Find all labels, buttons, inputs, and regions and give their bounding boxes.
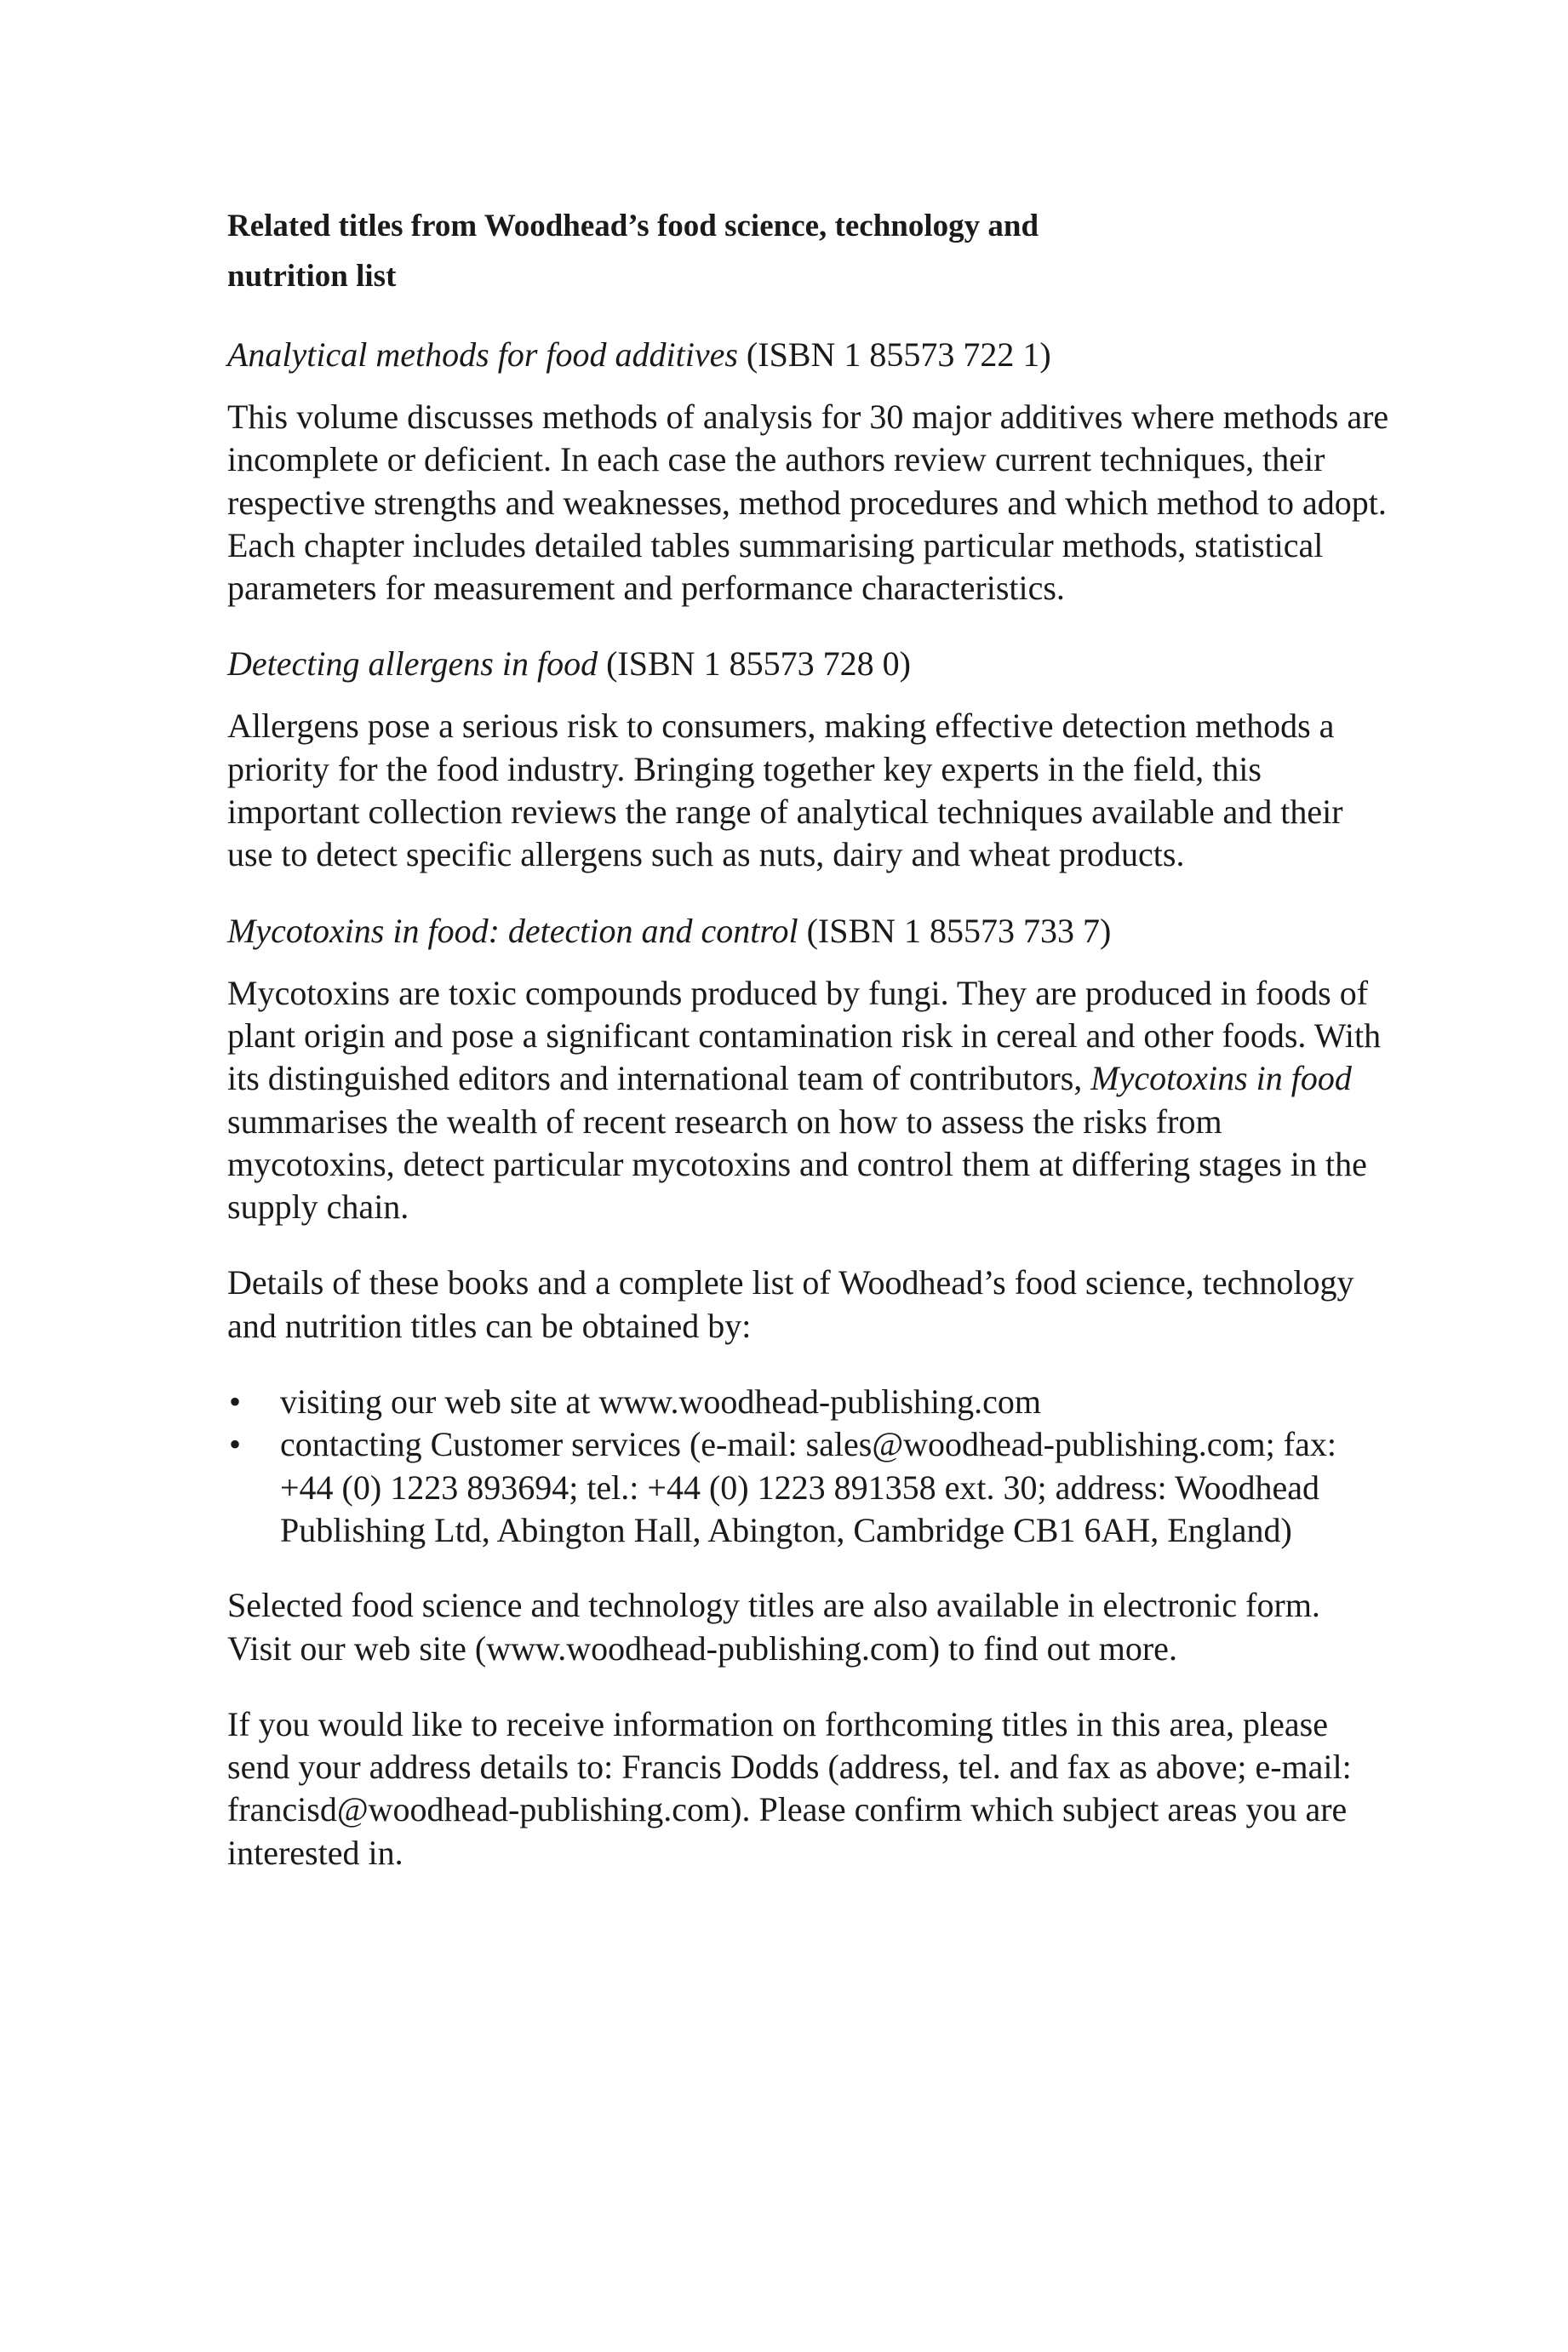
forthcoming-titles-note: If you would like to receive information on forthcoming titles in this area, please send your address details to: Francis Dodds (address, tel. and fax as above; e-mail: francisd@woodhead-publishing.com). Please confirm which subject areas you are interested in. (227, 1704, 1352, 1872)
list-item-text: visiting our web site at www.woodhead-publishing.com (280, 1382, 1041, 1422)
book-title: Analytical methods for food additives (227, 335, 738, 374)
list-item-text: contacting Customer services (e-mail: sales@woodhead-publishing.com; fax: +44 (0) 1223 893694; tel.: +44 (0) 1223 891358 ext. 30; address: Woodhead Publishing Ltd, Abington Hall, Abington, Cambridge CB1 6AH, England) (280, 1425, 1336, 1549)
book-entry (227, 334, 1389, 609)
electronic-availability-note: Selected food science and technology titles are also available in electronic form. Visit our web site (www.woodhead-publishing.com) to find out more. (227, 1586, 1320, 1668)
book-title: Detecting allergens in food (227, 644, 598, 684)
description-text: summarises the wealth of recent research on how to assess the risks from mycotoxins, detect particular mycotoxins and control them at differing stages in the supply chain. (227, 1102, 1367, 1227)
list-item (227, 1423, 1389, 1552)
contact-options-list (227, 1381, 1389, 1552)
book-entry (227, 910, 1389, 1229)
description-text: Mycotoxins are toxic compounds produced by fungi. They are produced in foods of plant origin and pose a significant contamination risk in cereal and other foods. With its distinguished editors and international team of contributors, (227, 973, 1382, 1098)
book-title-line (227, 910, 1389, 953)
book-isbn: (ISBN 1 85573 733 7) (806, 911, 1112, 950)
book-description (227, 972, 1389, 1229)
bullet-icon: • (229, 1425, 242, 1464)
book-isbn: (ISBN 1 85573 722 1) (746, 335, 1051, 374)
heading-line-2: nutrition list (227, 259, 397, 294)
details-intro: Details of these books and a complete list of Woodhead’s food science, technology and nutrition titles can be obtained by: (227, 1263, 1354, 1345)
book-title: Mycotoxins in food: detection and control (227, 911, 798, 950)
page-content (227, 201, 1389, 1908)
book-title-line (227, 643, 1389, 685)
bullet-icon: • (229, 1382, 242, 1422)
book-entry (227, 643, 1389, 876)
page-heading (227, 201, 1215, 301)
description-italic-title: Mycotoxins in food (1090, 1059, 1352, 1098)
book-title-line (227, 334, 1389, 376)
book-isbn: (ISBN 1 85573 728 0) (606, 644, 911, 684)
list-item (227, 1381, 1389, 1423)
book-description: Allergens pose a serious risk to consumers, making effective detection methods a priority for the food industry. Bringing together key experts in the field, this important collection reviews the range of analytical techniques available and their use to detect specific allergens such as nuts, dairy and wheat products. (227, 707, 1343, 874)
heading-line-1: Related titles from Woodhead’s food science, technology and (227, 209, 1039, 243)
book-description: This volume discusses methods of analysis for 30 major additives where methods are incomplete or deficient. In each case the authors review current techniques, their respective strengths and weaknesses, method procedures and which method to adopt. Each chapter includes detailed tables summarising particular methods, statistical parameters for measurement and performance characteristics. (227, 398, 1389, 608)
